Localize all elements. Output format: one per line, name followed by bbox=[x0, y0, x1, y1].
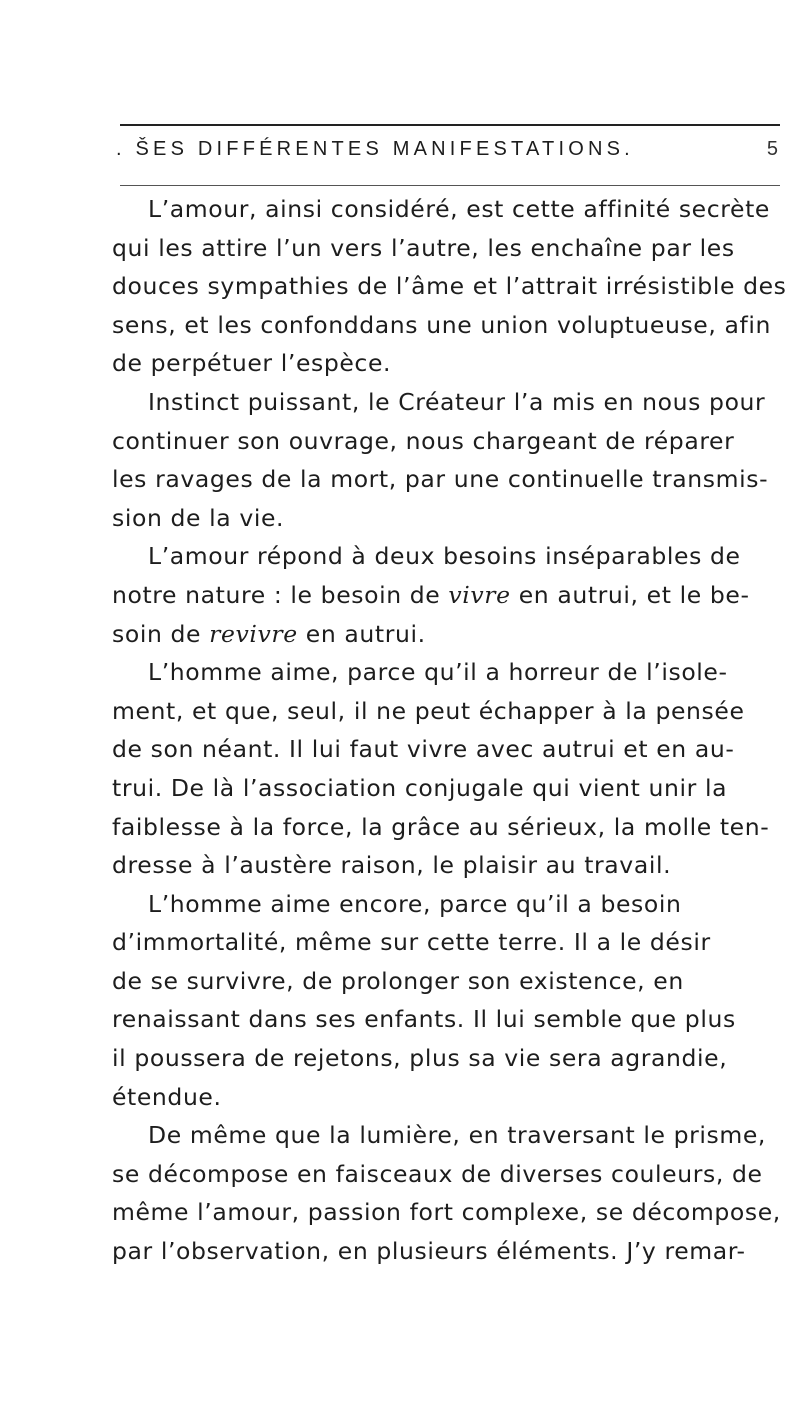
header-top-rule bbox=[120, 124, 780, 126]
running-header bbox=[116, 138, 778, 168]
text-span: dresse à l’austère raison, le plaisir au travail. bbox=[112, 851, 672, 880]
text-line bbox=[112, 1039, 792, 1078]
text-span: étendue. bbox=[112, 1082, 222, 1111]
text-line bbox=[112, 923, 792, 962]
text-span: se décompose en faisceaux de diverses couleurs, de bbox=[112, 1159, 763, 1188]
header-bottom-rule bbox=[120, 185, 780, 186]
text-span: de son néant. Il lui faut vivre avec autrui et en au- bbox=[112, 735, 735, 764]
text-span: notre nature : le besoin de bbox=[112, 580, 449, 609]
text-span: de se survivre, de prolonger son existence, en bbox=[112, 966, 684, 995]
text-line bbox=[112, 306, 792, 345]
italic-text: revivre bbox=[209, 619, 298, 648]
text-line bbox=[112, 1116, 792, 1155]
text-line bbox=[112, 229, 792, 268]
text-line bbox=[112, 730, 792, 769]
text-span: trui. De là l’association conjugale qui vient unir la bbox=[112, 773, 728, 802]
running-title: . ŠES DIFFÉRENTES MANIFESTATIONS. bbox=[116, 138, 634, 160]
text-line bbox=[112, 1232, 792, 1271]
text-span: L’amour répond à deux besoins inséparables de bbox=[148, 542, 741, 571]
text-line bbox=[112, 576, 792, 615]
text-line bbox=[112, 885, 792, 924]
text-line bbox=[112, 1155, 792, 1194]
text-span: L’homme aime, parce qu’il a horreur de l’isole- bbox=[148, 658, 728, 687]
text-line bbox=[112, 653, 792, 692]
text-line bbox=[112, 344, 792, 383]
text-line bbox=[112, 383, 792, 422]
text-span: douces sympathies de l’âme et l’attrait irrésistible des bbox=[112, 272, 787, 301]
italic-text: vivre bbox=[448, 580, 511, 609]
body-text bbox=[112, 190, 792, 1271]
text-span: continuer son ouvrage, nous chargeant de réparer bbox=[112, 426, 735, 455]
text-span: il poussera de rejetons, plus sa vie sera agrandie, bbox=[112, 1044, 728, 1073]
text-line bbox=[112, 537, 792, 576]
text-span: soin de bbox=[112, 619, 210, 648]
text-line bbox=[112, 499, 792, 538]
text-line bbox=[112, 692, 792, 731]
text-span: qui les attire l’un vers l’autre, les enchaîne par les bbox=[112, 233, 735, 262]
text-line bbox=[112, 615, 792, 654]
text-span: de perpétuer l’espèce. bbox=[112, 349, 392, 378]
text-line bbox=[112, 190, 792, 229]
text-span: Instinct puissant, le Créateur l’a mis en nous pour bbox=[148, 387, 766, 416]
text-line bbox=[112, 846, 792, 885]
text-span: De même que la lumière, en traversant le prisme, bbox=[148, 1121, 766, 1150]
text-line bbox=[112, 1000, 792, 1039]
text-span: L’amour, ainsi considéré, est cette affinité secrète bbox=[148, 195, 770, 223]
text-span: sion de la vie. bbox=[112, 503, 285, 532]
text-span: ment, et que, seul, il ne peut échapper à la pensée bbox=[112, 696, 745, 725]
text-line bbox=[112, 422, 792, 461]
text-span: les ravages de la mort, par une continuelle transmis- bbox=[112, 465, 769, 494]
page-number: 5 bbox=[766, 138, 778, 160]
text-span: L’homme aime encore, parce qu’il a besoin bbox=[148, 889, 682, 918]
text-span: par l’observation, en plusieurs éléments. J’y remar- bbox=[112, 1237, 746, 1266]
text-span: renaissant dans ses enfants. Il lui semble que plus bbox=[112, 1005, 736, 1034]
text-line bbox=[112, 1193, 792, 1232]
text-span: d’immortalité, même sur cette terre. Il a le désir bbox=[112, 928, 711, 957]
text-span: même l’amour, passion fort complexe, se décompose, bbox=[112, 1198, 781, 1227]
text-line bbox=[112, 267, 792, 306]
text-line bbox=[112, 460, 792, 499]
text-line bbox=[112, 962, 792, 1001]
text-span: en autrui, et le be- bbox=[510, 580, 750, 609]
text-line bbox=[112, 1078, 792, 1117]
text-span: en autrui. bbox=[297, 619, 426, 648]
text-span: sens, et les confonddans une union voluptueuse, afin bbox=[112, 310, 771, 339]
text-line bbox=[112, 769, 792, 808]
text-span: faiblesse à la force, la grâce au sérieux, la molle ten- bbox=[112, 812, 770, 841]
text-line bbox=[112, 808, 792, 847]
